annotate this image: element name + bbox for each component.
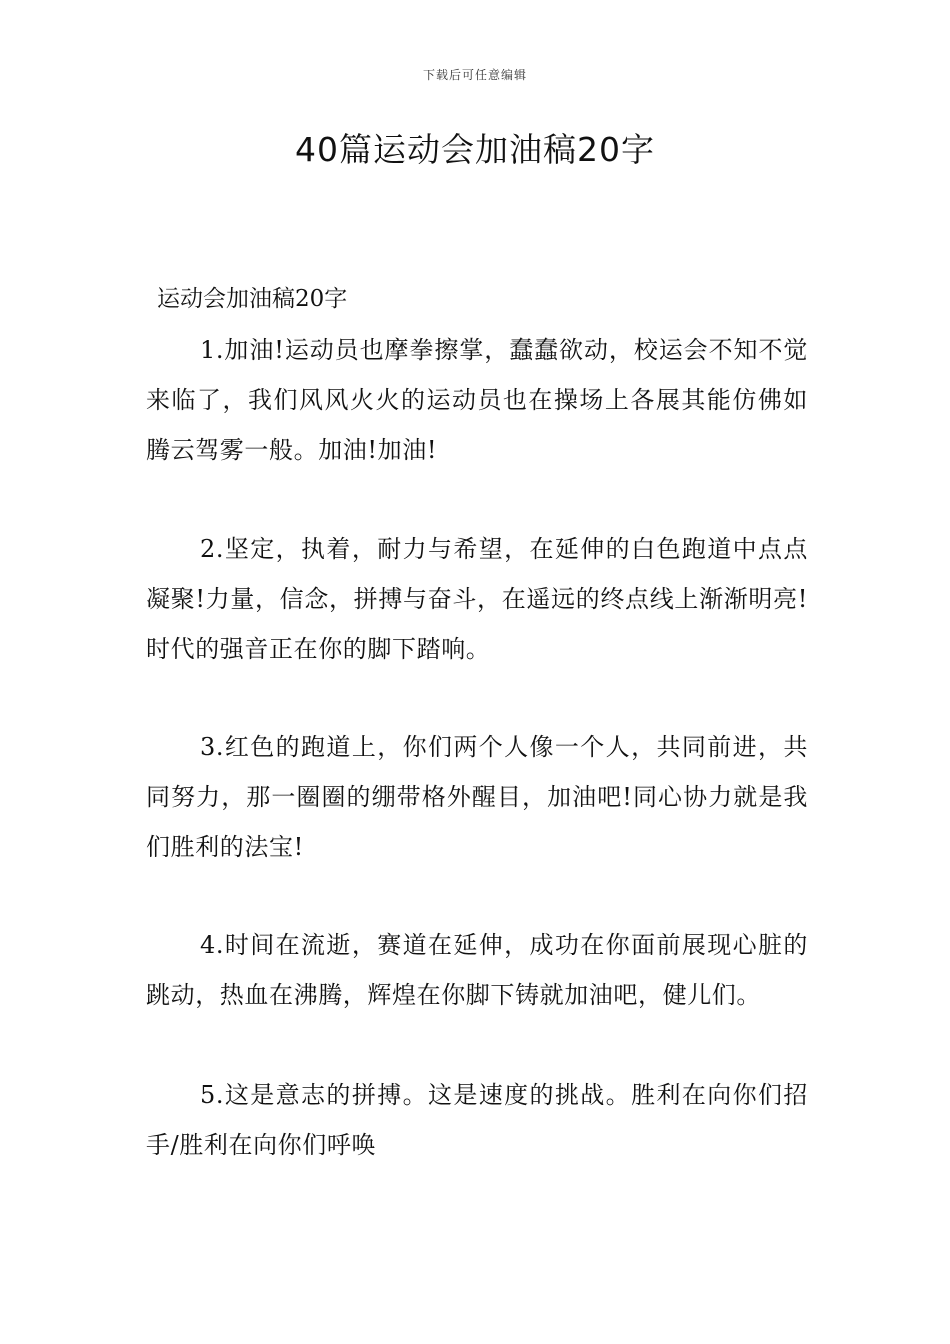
document-title: 40篇运动会加油稿20字 xyxy=(295,130,655,169)
paragraph-2: 2.坚定，执着，耐力与希望，在延伸的白色跑道中点点凝聚!力量，信念，拼搏与奋斗，在遥远的终点线上渐渐明亮!时代的强音正在你的脚下踏响。 xyxy=(146,535,808,663)
paragraph-1: 1.加油!运动员也摩拳擦掌，蠢蠢欲动，校运会不知不觉来临了，我们风风火火的运动员也在操场上各展其能仿佛如腾云驾雾一般。加油!加油! xyxy=(146,336,808,464)
header-note: 下载后可任意编辑 xyxy=(422,68,527,82)
paragraph-5: 5.这是意志的拼搏。这是速度的挑战。胜利在向你们招手/胜利在向你们呼唤 xyxy=(146,1081,808,1159)
paragraph-3: 3.红色的跑道上，你们两个人像一个人，共同前进，共同努力，那一圈圈的绷带格外醒目，加油吧!同心协力就是我们胜利的法宝! xyxy=(146,733,808,861)
document-subtitle: 运动会加油稿20字 xyxy=(157,286,348,312)
paragraph-4: 4.时间在流逝，赛道在延伸，成功在你面前展现心脏的跳动，热血在沸腾，辉煌在你脚下铸就加油吧，健儿们。 xyxy=(146,931,808,1009)
